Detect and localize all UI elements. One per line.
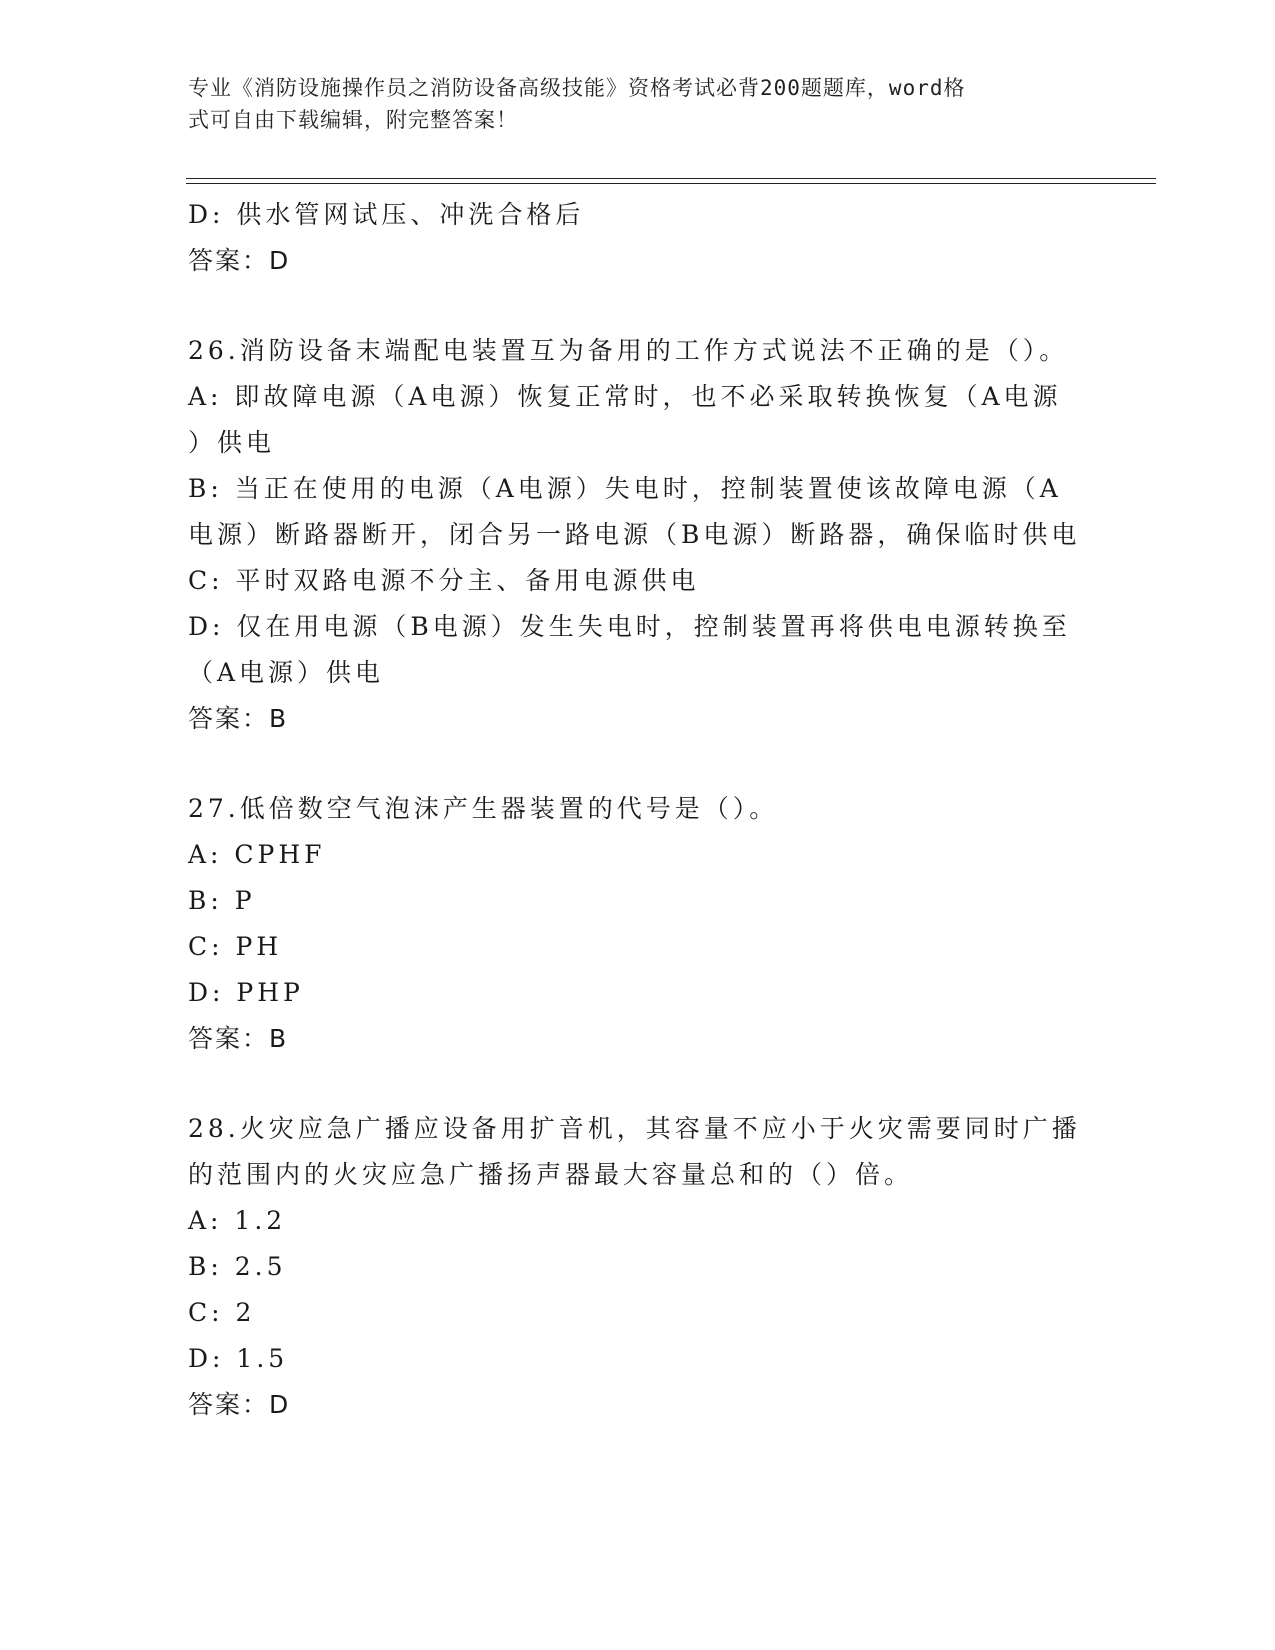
option-a-continued: ）供电 [188, 428, 276, 457]
option-a: A: 1.2 [188, 1206, 287, 1235]
question-27 [188, 786, 1088, 1062]
option-c: C: 平时双路电源不分主、备用电源供电 [188, 566, 700, 595]
answer-line: 答案：B [188, 704, 289, 733]
question-28 [188, 1106, 1088, 1428]
question-stem-continued: 的范围内的火灾应急广播扬声器最大容量总和的（）倍。 [188, 1160, 914, 1189]
option-a: A: CPHF [188, 840, 326, 869]
header-divider [186, 178, 1156, 184]
document-header [188, 72, 1068, 136]
previous-question-tail [188, 192, 1088, 284]
option-c: C: PH [188, 932, 283, 961]
answer-line: 答案：D [188, 1390, 291, 1419]
option-d: D: 1.5 [188, 1344, 289, 1373]
answer-line: 答案：D [188, 246, 291, 275]
option-d-continued: （A电源）供电 [188, 658, 385, 687]
option-d: D: 仅在用电源（B电源）发生失电时，控制装置再将供电电源转换至 [188, 612, 1071, 641]
option-a: A: 即故障电源（A电源）恢复正常时，也不必采取转换恢复（A电源 [188, 382, 1062, 411]
option-c: C: 2 [188, 1298, 256, 1327]
option-b: B: 2.5 [188, 1252, 287, 1281]
question-stem: 28.火灾应急广播应设备用扩音机，其容量不应小于火灾需要同时广播 [188, 1114, 1081, 1143]
header-title-line-1: 专业《消防设施操作员之消防设备高级技能》资格考试必背200题题库，word格 [188, 76, 966, 100]
question-content [188, 192, 1088, 1428]
question-stem: 26.消防设备末端配电装置互为备用的工作方式说法不正确的是（）。 [188, 336, 1069, 365]
option-b: B: P [188, 886, 256, 915]
option-b-continued: 电源）断路器断开，闭合另一路电源（B电源）断路器，确保临时供电 [188, 520, 1081, 549]
option-d: D: PHP [188, 978, 304, 1007]
option-d: D: 供水管网试压、冲洗合格后 [188, 200, 585, 229]
header-title-line-2: 式可自由下载编辑，附完整答案！ [188, 108, 518, 132]
question-26 [188, 328, 1088, 742]
question-stem: 27.低倍数空气泡沫产生器装置的代号是（）。 [188, 794, 779, 823]
option-b: B: 当正在使用的电源（A电源）失电时，控制装置使该故障电源（A [188, 474, 1062, 503]
answer-line: 答案：B [188, 1024, 289, 1053]
